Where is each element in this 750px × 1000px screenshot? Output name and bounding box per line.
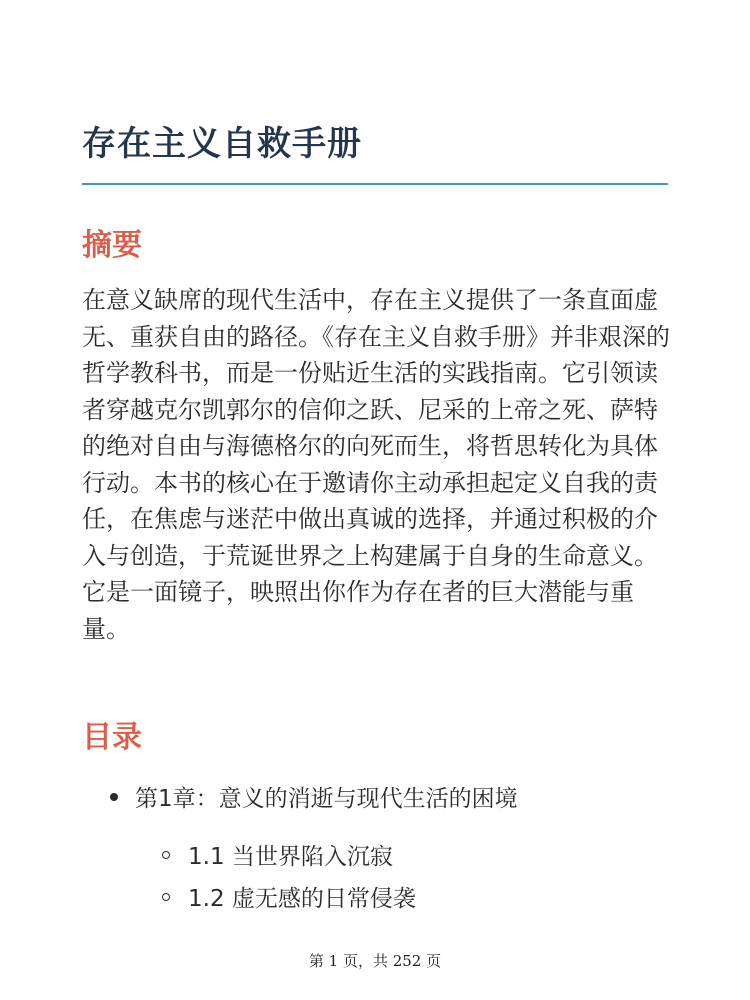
bullet-circle-icon xyxy=(162,893,170,901)
title-divider xyxy=(82,183,668,185)
toc-section-label: 1.1 当世界陷入沉寂 xyxy=(188,844,393,870)
toc-section-item[interactable] xyxy=(162,838,393,871)
page-number-footer: 第 1 页，共 252 页 xyxy=(308,952,442,970)
toc-chapter-item[interactable] xyxy=(110,780,518,813)
toc-section-item[interactable] xyxy=(162,880,416,913)
bullet-disc-icon xyxy=(110,793,118,801)
abstract-body: 在意义缺席的现代生活中，存在主义提供了一条直面虚无、重获自由的路径。《存在主义自救手册》并非艰深的哲学教科书，而是一份贴近生活的实践指南。它引领读者穿越克尔凯郭尔的信仰之跃、尼采的上帝之死、萨特的绝对自由与海德格尔的向死而生，将哲思转化为具体行动。本书的核心在于邀请你主动承担起定义自我的责任，在焦虑与迷茫中做出真诚的选择，并通过积极的介入与创造，于荒诞世界之上构建属于自身的生命意义。它是一面镜子，映照出你作为存在者的巨大潜能与重量。 xyxy=(82,286,670,643)
toc-chapter-label: 第1章：意义的消逝与现代生活的困境 xyxy=(135,786,518,812)
abstract-heading: 摘要 xyxy=(82,228,142,263)
bullet-circle-icon xyxy=(162,851,170,859)
toc-section-label: 1.2 虚无感的日常侵袭 xyxy=(188,886,416,912)
document-title: 存在主义自救手册 xyxy=(82,124,362,164)
toc-heading: 目录 xyxy=(82,720,142,755)
document-page xyxy=(82,0,668,1000)
